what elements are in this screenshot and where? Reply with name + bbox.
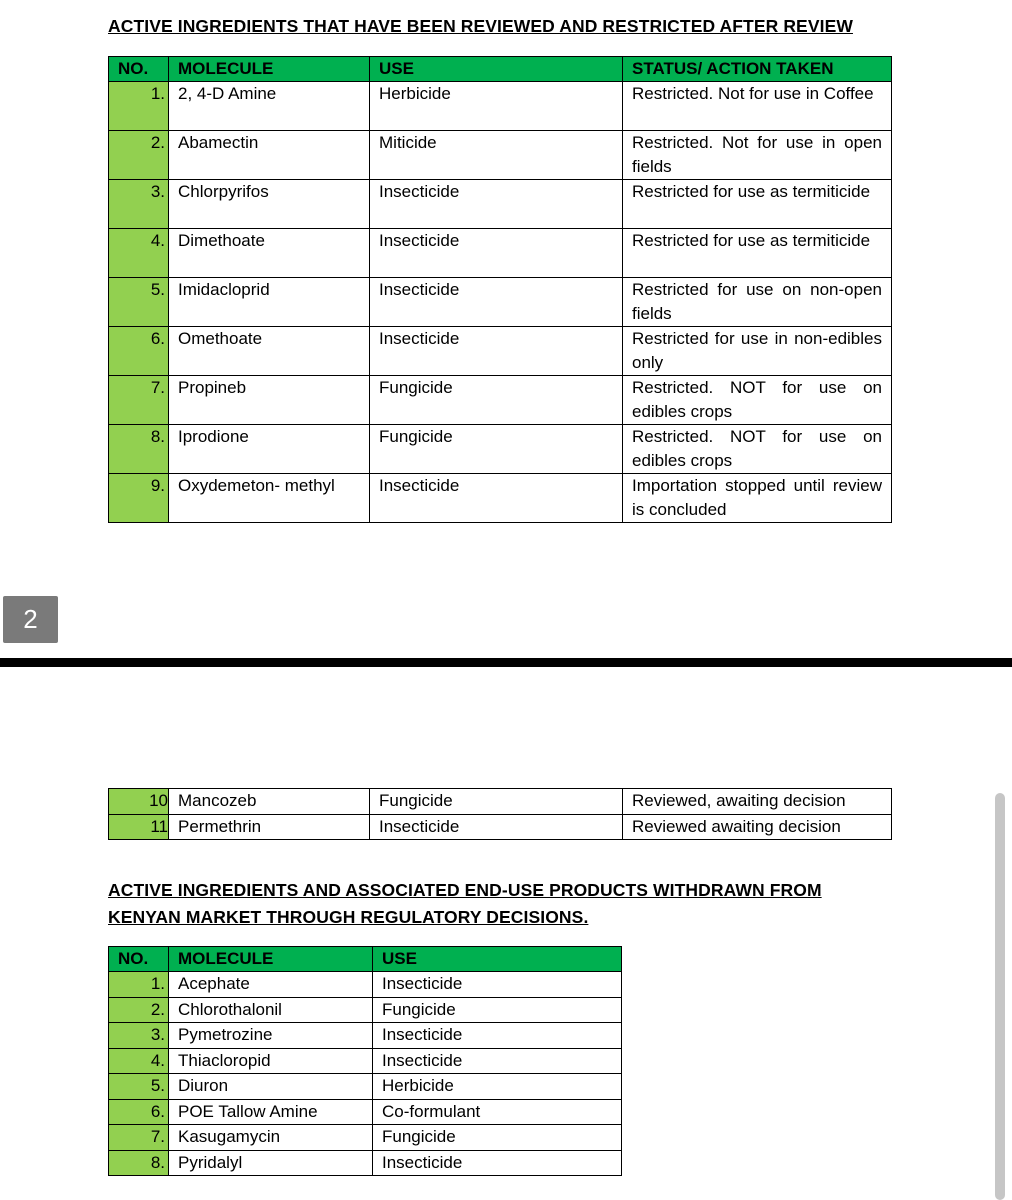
status-cell: Importation stopped until review is concluded [623, 474, 892, 523]
use-cell: Fungicide [370, 376, 623, 425]
status-cell: Reviewed, awaiting decision [623, 789, 892, 815]
use-cell: Fungicide [373, 997, 622, 1023]
use-cell: Insecticide [370, 278, 623, 327]
status-cell: Restricted for use as termiticide [623, 229, 892, 278]
molecule-cell: Kasugamycin [169, 1125, 373, 1151]
molecule-cell: Abamectin [169, 131, 370, 180]
row-number: 4. [109, 1048, 169, 1074]
molecule-cell: Pyridalyl [169, 1150, 373, 1176]
table-row [109, 82, 892, 131]
molecule-cell: Acephate [169, 972, 373, 998]
section2-heading-line2: KENYAN MARKET THROUGH REGULATORY DECISIONS. [108, 907, 589, 927]
use-cell: Insecticide [373, 1023, 622, 1049]
row-number: 6. [109, 1099, 169, 1125]
section2-heading-line1: ACTIVE INGREDIENTS AND ASSOCIATED END-USE PRODUCTS WITHDRAWN FROM [108, 880, 822, 900]
restricted-ingredients-table-continued [108, 788, 892, 840]
table-row [109, 425, 892, 474]
molecule-cell: Imidacloprid [169, 278, 370, 327]
molecule-cell: 2, 4-D Amine [169, 82, 370, 131]
row-number: 6. [109, 327, 169, 376]
table-row [109, 278, 892, 327]
header-molecule: MOLECULE [169, 57, 370, 82]
row-number: 1. [109, 972, 169, 998]
header-use: USE [370, 57, 623, 82]
status-cell: Restricted for use on non-open fields [623, 278, 892, 327]
molecule-cell: Dimethoate [169, 229, 370, 278]
use-cell: Insecticide [373, 1048, 622, 1074]
use-cell: Insecticide [370, 229, 623, 278]
table-row [109, 1074, 622, 1100]
molecule-cell: Chlorothalonil [169, 997, 373, 1023]
table-row [109, 327, 892, 376]
status-cell: Restricted for use as termiticide [623, 180, 892, 229]
molecule-cell: Diuron [169, 1074, 373, 1100]
row-number: 2. [109, 997, 169, 1023]
row-number: 7. [109, 1125, 169, 1151]
molecule-cell: Thiacloropid [169, 1048, 373, 1074]
row-number: 1. [109, 82, 169, 131]
table-row [109, 474, 892, 523]
status-cell: Restricted for use in non-edibles only [623, 327, 892, 376]
molecule-cell: Mancozeb [169, 789, 370, 815]
table-row [109, 972, 622, 998]
use-cell: Insecticide [373, 1150, 622, 1176]
table-row [109, 180, 892, 229]
status-cell: Restricted. NOT for use on edibles crops [623, 425, 892, 474]
table-row [109, 1023, 622, 1049]
status-cell: Restricted. NOT for use on edibles crops [623, 376, 892, 425]
status-cell: Reviewed awaiting decision [623, 814, 892, 840]
restricted-ingredients-table [108, 56, 892, 523]
row-number: 11 [109, 814, 169, 840]
table-row [109, 1048, 622, 1074]
molecule-cell: Oxydemeton- methyl [169, 474, 370, 523]
row-number: 3. [109, 1023, 169, 1049]
page-break-divider [0, 658, 1012, 667]
row-number: 2. [109, 131, 169, 180]
table-header-row [109, 57, 892, 82]
row-number: 9. [109, 474, 169, 523]
vertical-scrollbar[interactable] [995, 793, 1005, 1200]
table-row [109, 1099, 622, 1125]
use-cell: Herbicide [370, 82, 623, 131]
molecule-cell: Pymetrozine [169, 1023, 373, 1049]
row-number: 8. [109, 425, 169, 474]
use-cell: Insecticide [370, 814, 623, 840]
row-number: 3. [109, 180, 169, 229]
header-no: NO. [109, 57, 169, 82]
molecule-cell: Chlorpyrifos [169, 180, 370, 229]
use-cell: Co-formulant [373, 1099, 622, 1125]
molecule-cell: Propineb [169, 376, 370, 425]
use-cell: Insecticide [370, 474, 623, 523]
use-cell: Fungicide [370, 789, 623, 815]
molecule-cell: Omethoate [169, 327, 370, 376]
table-row [109, 814, 892, 840]
header-status: STATUS/ ACTION TAKEN [623, 57, 892, 82]
table-row [109, 1150, 622, 1176]
molecule-cell: Iprodione [169, 425, 370, 474]
table-row [109, 229, 892, 278]
status-cell: Restricted. Not for use in open fields [623, 131, 892, 180]
row-number: 8. [109, 1150, 169, 1176]
table-row [109, 376, 892, 425]
header-molecule: MOLECULE [169, 947, 373, 972]
header-no: NO. [109, 947, 169, 972]
use-cell: Fungicide [370, 425, 623, 474]
use-cell: Fungicide [373, 1125, 622, 1151]
use-cell: Insecticide [370, 180, 623, 229]
table-row [109, 131, 892, 180]
section1-heading: ACTIVE INGREDIENTS THAT HAVE BEEN REVIEWED AND RESTRICTED AFTER REVIEW [108, 16, 853, 36]
status-cell: Restricted. Not for use in Coffee [623, 82, 892, 131]
header-use: USE [373, 947, 622, 972]
molecule-cell: Permethrin [169, 814, 370, 840]
row-number: 10 [109, 789, 169, 815]
row-number: 7. [109, 376, 169, 425]
table-row [109, 1125, 622, 1151]
use-cell: Miticide [370, 131, 623, 180]
row-number: 5. [109, 1074, 169, 1100]
withdrawn-ingredients-table [108, 946, 622, 1176]
table-row [109, 997, 622, 1023]
table-row [109, 789, 892, 815]
row-number: 4. [109, 229, 169, 278]
row-number: 5. [109, 278, 169, 327]
table-header-row [109, 947, 622, 972]
use-cell: Insecticide [370, 327, 623, 376]
use-cell: Herbicide [373, 1074, 622, 1100]
molecule-cell: POE Tallow Amine [169, 1099, 373, 1125]
use-cell: Insecticide [373, 972, 622, 998]
page-number-badge: 2 [3, 596, 58, 643]
